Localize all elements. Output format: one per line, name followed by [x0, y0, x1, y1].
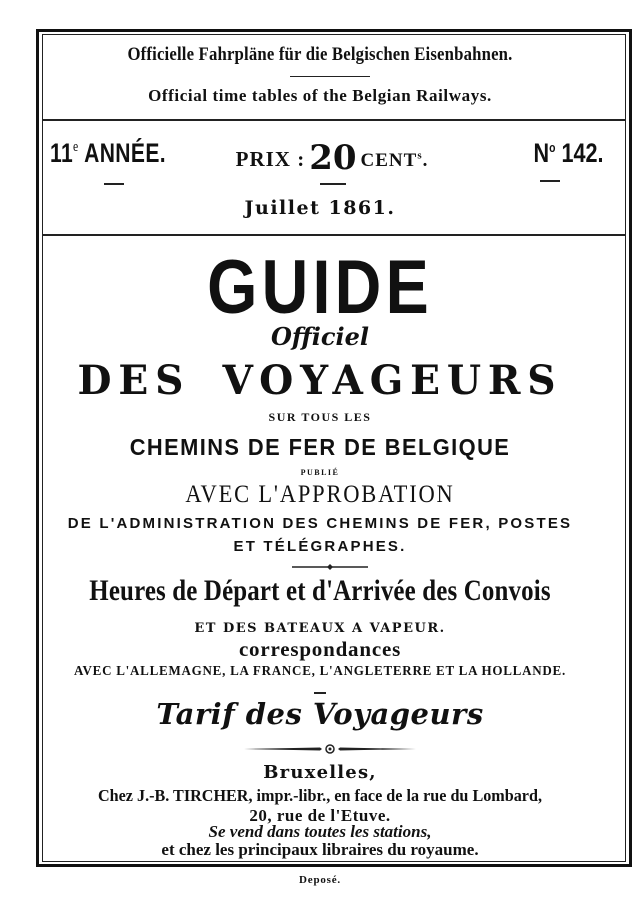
tarif-des-voyageurs: Tarif des Voyageurs — [156, 697, 484, 731]
header-divider — [290, 76, 370, 77]
date-rule — [42, 234, 626, 236]
ornament-flourish-icon — [240, 744, 420, 754]
depose-notice: Deposé. — [299, 874, 341, 886]
subtitle-telegraphes: ET TÉLÉGRAPHES. — [233, 538, 407, 555]
price-unit-suffix: s — [417, 149, 423, 162]
large-ornament-divider — [240, 744, 420, 757]
numero-label: N — [533, 138, 550, 168]
issue-date: Juillet 1861. — [244, 197, 396, 219]
price-unit-text: CENT — [360, 150, 418, 171]
title-guide: GUIDE — [207, 245, 433, 330]
year-of-publication — [50, 138, 166, 169]
annee-number: 11 — [50, 138, 74, 168]
imprint-address: 20, rue de l'Etuve. — [249, 806, 391, 825]
price-label: PRIX : — [235, 147, 306, 171]
issue-number — [534, 138, 604, 169]
small-ornament-divider — [290, 563, 370, 574]
dash-tarif — [314, 692, 326, 694]
subtitle-sur-tous-les: SUR TOUS LES — [268, 410, 372, 424]
annee-label: ANNÉE. — [84, 138, 167, 168]
subtitle-publie: PUBLIÉ — [300, 468, 340, 477]
dash-annee — [104, 183, 124, 185]
subtitle-chemins-de-fer: CHEMINS DE FER DE BELGIQUE — [129, 434, 511, 460]
title-des-voyageurs: DES VOYAGEURS — [77, 357, 563, 404]
imprint-city: Bruxelles, — [263, 762, 377, 783]
annee-suffix: e — [73, 139, 79, 155]
price-unit-period: . — [422, 150, 429, 171]
dash-numero — [540, 180, 560, 182]
bateaux-a-vapeur: ET DES BATEAUX A VAPEUR. — [194, 621, 446, 636]
title-officiel: Officiel — [271, 322, 369, 351]
price-unit — [361, 150, 429, 171]
imprint-publisher: Chez J.-B. TIRCHER, impr.-libr., en face de la rue du Lombard, — [97, 786, 543, 805]
english-title: Official time tables of the Belgian Railways. — [148, 86, 492, 105]
heures-depart-arrivee: Heures de Départ et d'Arrivée des Convois — [89, 574, 551, 607]
numero-suffix: o — [549, 140, 556, 155]
ornament-diamond-icon — [290, 563, 370, 571]
subtitle-administration: DE L'ADMINISTRATION DES CHEMINS DE FER, POSTES — [67, 515, 573, 532]
issue-meta-row — [42, 138, 626, 178]
imprint-sold-at-stations: Se vend dans toutes les stations, — [208, 822, 432, 841]
countries-list: AVEC L'ALLEMAGNE, LA FRANCE, L'ANGLETERRE ET LA HOLLANDE. — [74, 664, 566, 679]
german-title: Officielle Fahrpläne für die Belgischen Eisenbahnen. — [127, 44, 513, 65]
dash-prix — [320, 183, 346, 185]
price — [212, 138, 452, 178]
price-value: 20 — [309, 138, 357, 178]
numero-value: 142. — [561, 138, 604, 168]
imprint-booksellers: et chez les principaux libraires du royaume. — [161, 840, 479, 859]
subtitle-approbation: AVEC L'APPROBATION — [185, 481, 455, 508]
header-rule — [42, 119, 626, 121]
correspondances: correspondances — [238, 637, 402, 661]
